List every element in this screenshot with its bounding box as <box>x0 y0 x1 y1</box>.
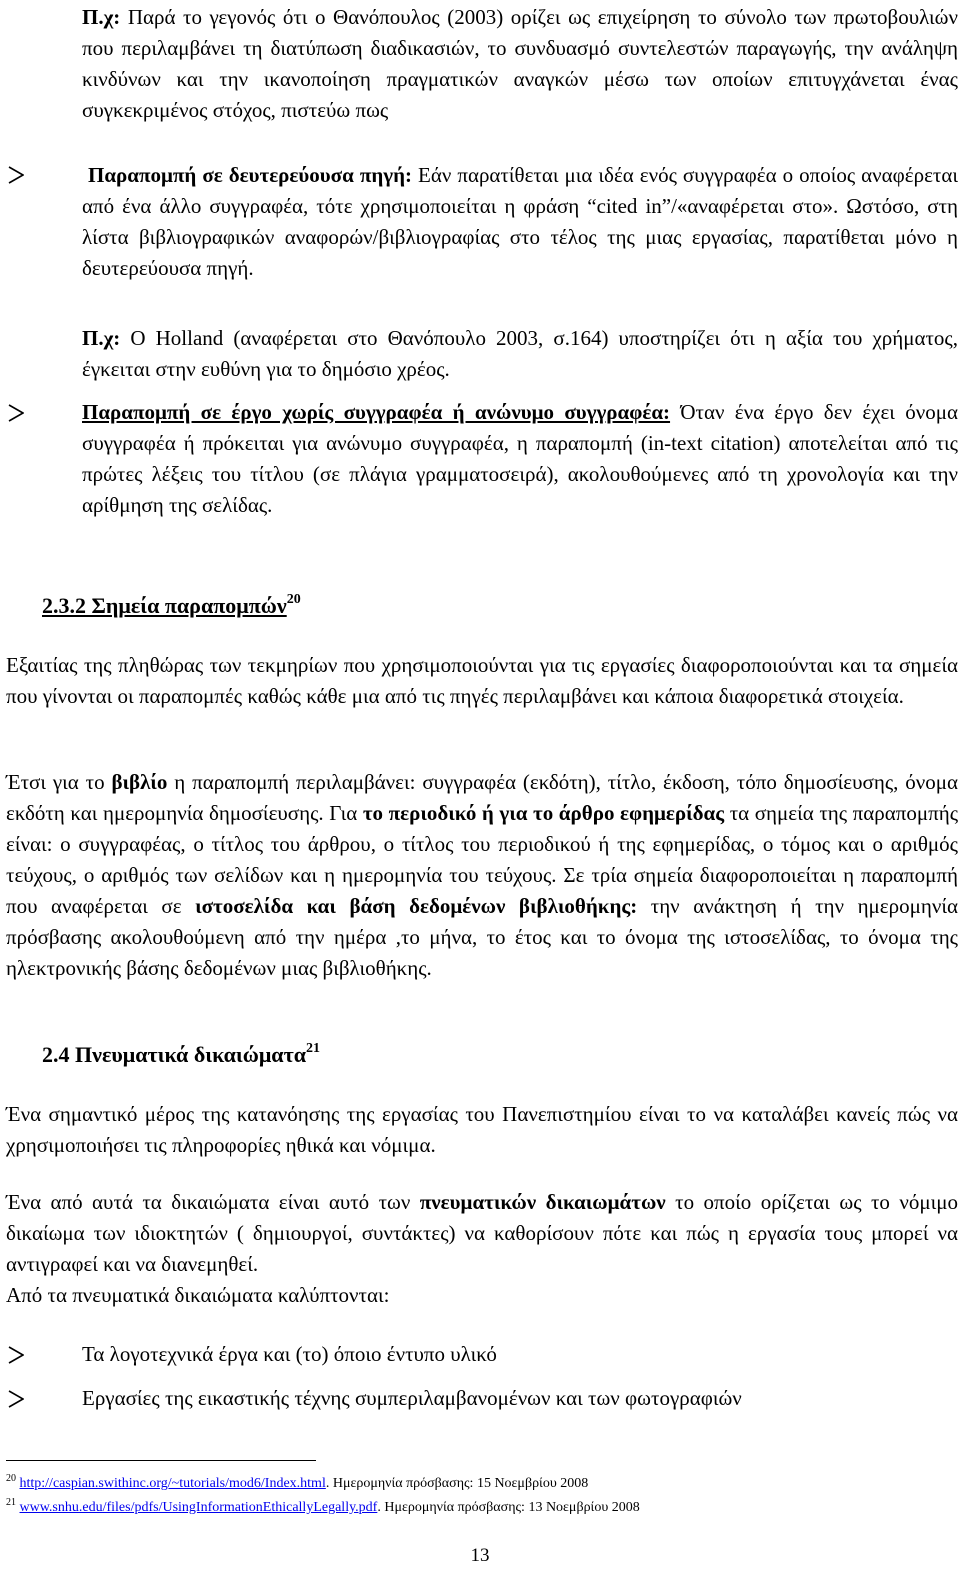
book-term: βιβλίο <box>111 770 168 794</box>
anonymous-author-bullet <box>82 397 958 521</box>
secondary-source-text: Εάν παρατίθεται μια ιδέα ενός συγγραφέα ο οποίος αναφέρεται από ένα άλλο συγγραφέα, τότε χρησιμοποιείται η φράση “cited in”/«αναφέρεται στο». Ωστόσο, στη λίστα βιβλιογραφικών αναφορών/βιβλιογραφίας στο τέλος της μιας εργασίας, παρατίθεται μόνο η δευτερεύουσα πηγή. <box>82 163 958 280</box>
secondary-source-example-text: Ο Holland (αναφέρεται στο Θανόπουλο 2003, σ.164) υποστηρίζει ότι η αξία του χρήματος, έγκειται στην ευθύνη για το δημόσιο χρέος. <box>82 326 958 381</box>
footnote-ref: 21 <box>306 1041 320 1056</box>
footnote-number: 20 <box>6 1473 16 1484</box>
example-label: Π.χ: <box>82 5 121 29</box>
copyright-covers-intro: Από τα πνευματικά δικαιώματα καλύπτονται: <box>6 1283 390 1307</box>
footnote-text: . Ημερομηνία πρόσβασης: 13 Νοεμβρίου 2008 <box>377 1500 640 1515</box>
section-title: 2.3.2 Σημεία παραπομπών <box>42 593 287 618</box>
page-number: 13 <box>470 1545 490 1566</box>
footnote-ref: 20 <box>286 592 301 607</box>
covered-item: Τα λογοτεχνικά έργα και (το) όποιο έντυπο υλικό <box>82 1342 497 1366</box>
anonymous-author-text: Όταν ένα έργο δεν έχει όνομα συγγραφέα ή πρόκειται για ανώνυμο συγγραφέα, η παραπομπή (in-text citation) αποτελείται από τις πρώτες λέξεις του τίτλου (σε πλάγια γραμματοσειρά), ακολουθούμενες από τη χρονολογία και την αρίθμηση της σελίδας. <box>82 400 958 517</box>
arrow-bullet-icon <box>8 1390 24 1408</box>
arrow-bullet-icon <box>8 166 24 184</box>
intro-example-paragraph <box>82 2 958 126</box>
website-term: ιστοσελίδα και βάση δεδομένων βιβλιοθήκης: <box>195 894 638 918</box>
footnote-link[interactable]: www.snhu.edu/files/pdfs/UsingInformationEthicallyLegally.pdf <box>19 1500 378 1515</box>
section-heading-2-4 <box>42 1039 320 1070</box>
section-title: 2.4 Πνευματικά δικαιώματα <box>42 1042 306 1067</box>
arrow-bullet-icon <box>8 404 24 422</box>
footnote-link[interactable]: http://caspian.swithinc.org/~tutorials/mod6/Index.html <box>19 1476 326 1491</box>
footnote-number: 21 <box>6 1497 16 1508</box>
section-heading-2-3-2 <box>42 590 301 621</box>
secondary-source-example <box>82 323 958 385</box>
citation-points-paragraph-2: Έτσι για το βιβλίο η παραπομπή περιλαμβάνει: συγγραφέα (εκδότη), τίτλο, έκδοση, τόπο δημοσίευσης, όνομα εκδότη και ημερομηνία δημοσίευσης. Για το περιοδικό ή για το άρθρο εφημερίδας τα σημεία της παραπομπής είναι: ο συγγραφέας, ο τίτλος του άρθρου, ο τίτλος του περιοδικού ή της εφημερίδας, ο τόμος και ο αριθμός τεύχους, ο αριθμός των σελίδων και η ημερομηνία του τεύχους. Σε τρία σημεία διαφοροποιείται η παραπομπή που αναφέρεται σε ιστοσελίδα και βάση δεδομένων βιβλιοθήκης: την ανάκτηση ή την ημερομηνία πρόσβασης ακολουθούμενη από την ημέρα ,το μήνα, το έτος και το όνομα της ιστοσελίδας, το όνομα της ηλεκτρονικής βάσης δεδομένων μιας βιβλιοθήκης. <box>6 770 959 980</box>
example-label: Π.χ: <box>82 326 121 350</box>
anonymous-author-label: Παραπομπή σε έργο χωρίς συγγραφέα ή ανώνυμο συγγραφέα: <box>82 400 671 424</box>
footnote <box>6 1498 958 1518</box>
copyright-paragraph-2: Ένα από αυτά τα δικαιώματα είναι αυτό των πνευματικών δικαιωμάτων το οποίο ορίζεται ως το νόμιμο δικαίωμα των ιδιοκτητών ( δημιουργοί, συντάκτες) να καθορίσουν πότε και πώς η εργασία τους μπορεί να αντιγραφεί και να διανεμηθεί. <box>6 1190 958 1276</box>
citation-points-paragraph-1: Εξαιτίας της πληθώρας των τεκμηρίων που χρησιμοποιούνται για τις εργασίες διαφοροποιούνται και τα σημεία που γίνονται οι παραπομπές καθώς κάθε μια από τις πηγές περιλαμβάνει και κάποια διαφορετικά στοιχεία. <box>6 653 958 708</box>
footnote <box>6 1474 958 1494</box>
copyright-term: πνευματικών δικαιωμάτων <box>419 1190 666 1214</box>
arrow-bullet-icon <box>8 1346 24 1364</box>
journal-term: το περιοδικό ή για το άρθρο εφημερίδας <box>362 801 725 825</box>
footnote-text: . Ημερομηνία πρόσβασης: 15 Νοεμβρίου 2008 <box>325 1476 589 1491</box>
secondary-source-bullet <box>82 160 958 284</box>
intro-example-text: Παρά το γεγονός ότι ο Θανόπουλος (2003) ορίζει ως επιχείρηση το σύνολο των πρωτοβουλιών που περιλαμβάνει τη διατύπωση διαδικασιών, το συνδυασμό συντελεστών παραγωγής, την ανάληψη κινδύνων και την ικανοποίηση πραγματικών αναγκών μέσω των οποίων επιτυγχάνεται ένας συγκεκριμένος στόχος, πιστεύω πως <box>82 5 958 122</box>
footnote-separator <box>6 1460 316 1461</box>
covered-item: Εργασίες της εικαστικής τέχνης συμπεριλαμβανομένων και των φωτογραφιών <box>82 1386 742 1410</box>
secondary-source-label: Παραπομπή σε δευτερεύουσα πηγή: <box>88 163 413 187</box>
copyright-paragraph-1: Ένα σημαντικό μέρος της κατανόησης της εργασίας του Πανεπιστημίου είναι το να καταλάβει κανείς πώς να χρησιμοποιήσει τις πληροφορίες ηθικά και νόμιμα. <box>6 1102 958 1157</box>
